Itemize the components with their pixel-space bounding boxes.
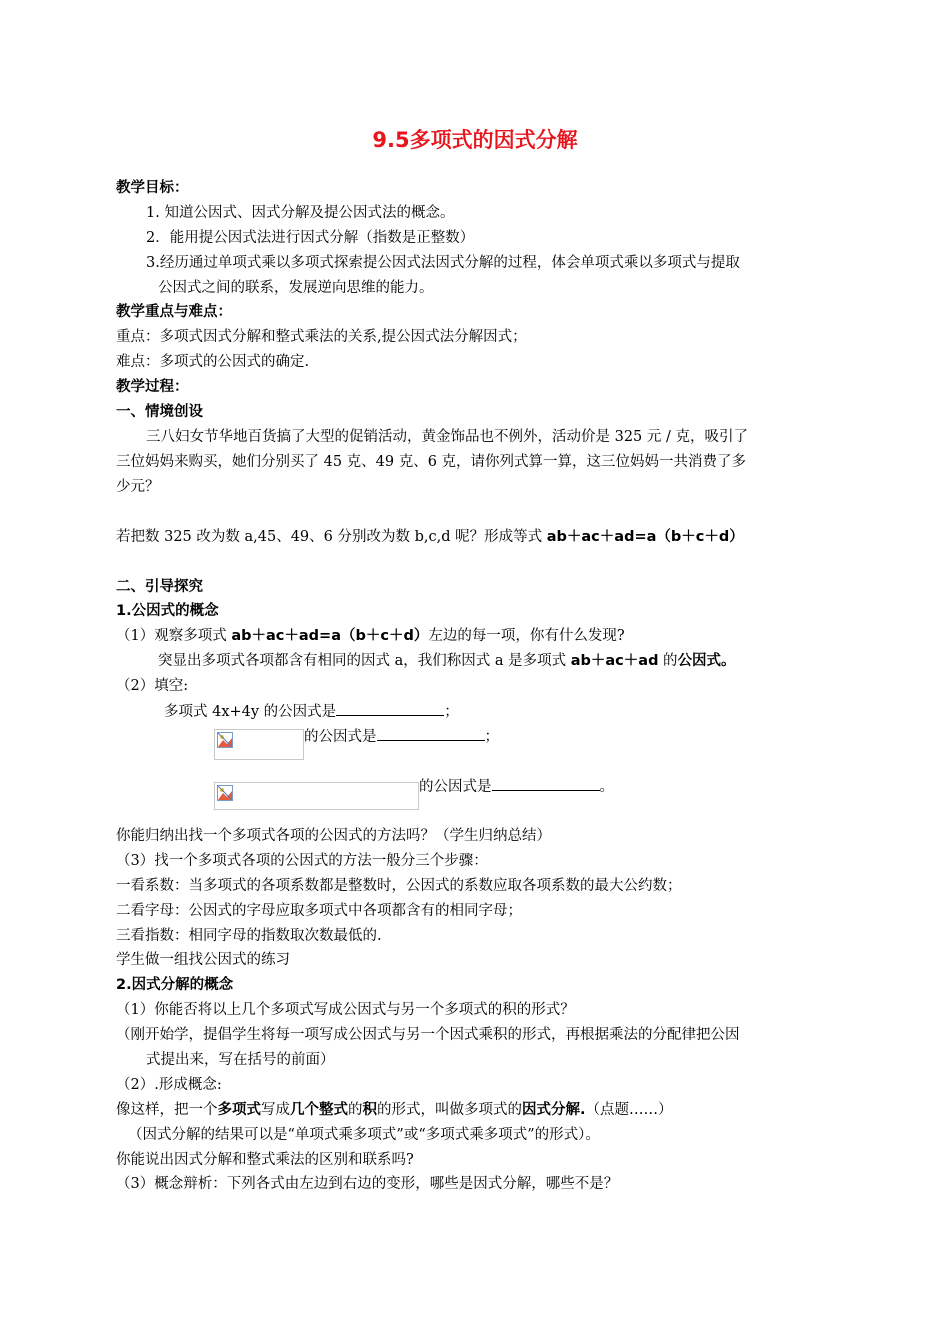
scenario-paragraph: 少元？ [116, 479, 160, 495]
page-title: 9.5多项式的因式分解 [372, 128, 578, 152]
question-text: （2）填空: [116, 678, 189, 694]
keypoints-heading: 教学重点与难点： [116, 304, 232, 320]
definition-text: 写成 [261, 1102, 290, 1118]
answer-blank[interactable] [377, 726, 485, 741]
note-text: 式提出来，写在括号的前面） [146, 1052, 335, 1068]
scenario-paragraph: 三八妇女节华地百货搞了大型的促销活动，黄金饰品也不例外，活动价是 325 元 / 克，吸引了 [146, 429, 748, 445]
definition-line [116, 1100, 673, 1120]
question-text: （1）观察多项式 [116, 628, 232, 644]
fill-line [304, 726, 499, 747]
summary-question: 你能归纳出找一个多项式各项的公因式的方法吗？（学生归纳总结） [116, 828, 551, 844]
fill-text: 多项式 4x+4y 的公因式是 [164, 704, 337, 720]
note-text: 的 [658, 653, 678, 669]
term-bold: 因式分解. [522, 1102, 586, 1118]
definition-text: （点题……） [585, 1102, 673, 1118]
broken-image-icon [217, 732, 233, 748]
objective-item: 1. 知道公因式、因式分解及提公因式法的概念。 [146, 205, 455, 221]
definition-text: 的形式，叫做多项式的 [377, 1102, 522, 1118]
focus-text: 重点：多项式因式分解和整式乘法的关系,提公因式法分解因式； [116, 329, 527, 345]
punctuation: ； [444, 704, 459, 720]
note-line [158, 651, 736, 671]
fill-text: 的公因式是 [304, 729, 377, 745]
section1-heading: 一、情境创设 [116, 404, 203, 420]
formula-image [214, 729, 304, 760]
formula-image [214, 782, 419, 810]
formula: ab＋ac＋ad [570, 653, 659, 669]
difficulty-text: 难点：多项式的公因式的确定. [116, 354, 310, 370]
formula: ab＋ac＋ad=a（b＋c＋d） [231, 628, 429, 644]
step-text: 三看指数：相同字母的指数取次数最低的. [116, 928, 382, 944]
answer-blank[interactable] [492, 776, 600, 791]
definition-text: 的 [348, 1102, 363, 1118]
section2-heading: 二、引导探究 [116, 579, 203, 595]
step-text: 二看字母：公因式的字母应取多项式中各项都含有的相同字母； [116, 903, 522, 919]
punctuation: 。 [599, 779, 614, 795]
definition-text: 像这样，把一个 [116, 1102, 218, 1118]
substitute-text: 若把数 325 改为数 a,45、49、6 分别改为数 b,c,d 呢？形成等式 [116, 529, 547, 545]
note-text: （刚开始学，提倡学生将每一项写成公因式与另一个因式乘积的形式，再根据乘法的分配律把公因 [116, 1027, 740, 1043]
fill-line [164, 701, 459, 722]
question-text: （2）.形成概念: [116, 1077, 222, 1093]
question-text: （3）找一个多项式各项的公因式的方法一般分三个步骤： [116, 853, 488, 869]
question-text: （3）概念辩析：下列各式由左边到右边的变形，哪些是因式分解，哪些不是？ [116, 1176, 619, 1192]
practice-text: 学生做一组找公因式的练习 [116, 952, 290, 968]
question-text: 左边的每一项，你有什么发现? [428, 628, 625, 644]
question-text: （1）你能否将以上几个多项式写成公因式与另一个多项式的积的形式？ [116, 1002, 575, 1018]
objective-item: 3.经历通过单项式乘以多项式探索提公因式法因式分解的过程，体会单项式乘以多项式与提取 [146, 255, 740, 271]
broken-image-icon [217, 785, 233, 801]
objective-item: 2．能用提公因式法进行因式分解（指数是正整数） [146, 230, 475, 246]
fill-line [419, 776, 614, 797]
note-text: 突显出多项式各项都含有相同的因式 a，我们称因式 a 是多项式 [158, 653, 571, 669]
process-heading: 教学过程： [116, 379, 189, 395]
punctuation: ； [484, 729, 499, 745]
term-bold: 几个整式 [290, 1102, 348, 1118]
fill-text: 的公因式是 [419, 779, 492, 795]
term-bold: 公因式。 [677, 653, 736, 669]
subsection-heading: 1.公因式的概念 [116, 603, 219, 619]
subsection-heading: 2.因式分解的概念 [116, 977, 234, 993]
objective-item: 公因式之间的联系，发展逆向思维的能力。 [158, 280, 434, 296]
step-text: 一看系数：当多项式的各项系数都是整数时，公因式的系数应取各项系数的最大公约数； [116, 878, 682, 894]
term-bold: 积 [362, 1102, 377, 1118]
objectives-heading: 教学目标： [116, 180, 189, 196]
substitute-line [116, 527, 744, 547]
term-bold: 多项式 [217, 1102, 261, 1118]
question-line [116, 626, 625, 646]
scenario-paragraph: 三位妈妈来购买，她们分别买了 45 克、49 克、6 克，请你列式算一算，这三位妈妈一共消费了多 [116, 454, 747, 470]
definition-note: （因式分解的结果可以是“单项式乘多项式”或“多项式乘多项式”的形式）。 [128, 1127, 600, 1143]
formula: ab＋ac＋ad=a（b＋c＋d） [546, 529, 744, 545]
relation-question: 你能说出因式分解和整式乘法的区别和联系吗? [116, 1152, 414, 1168]
answer-blank[interactable] [336, 701, 444, 716]
